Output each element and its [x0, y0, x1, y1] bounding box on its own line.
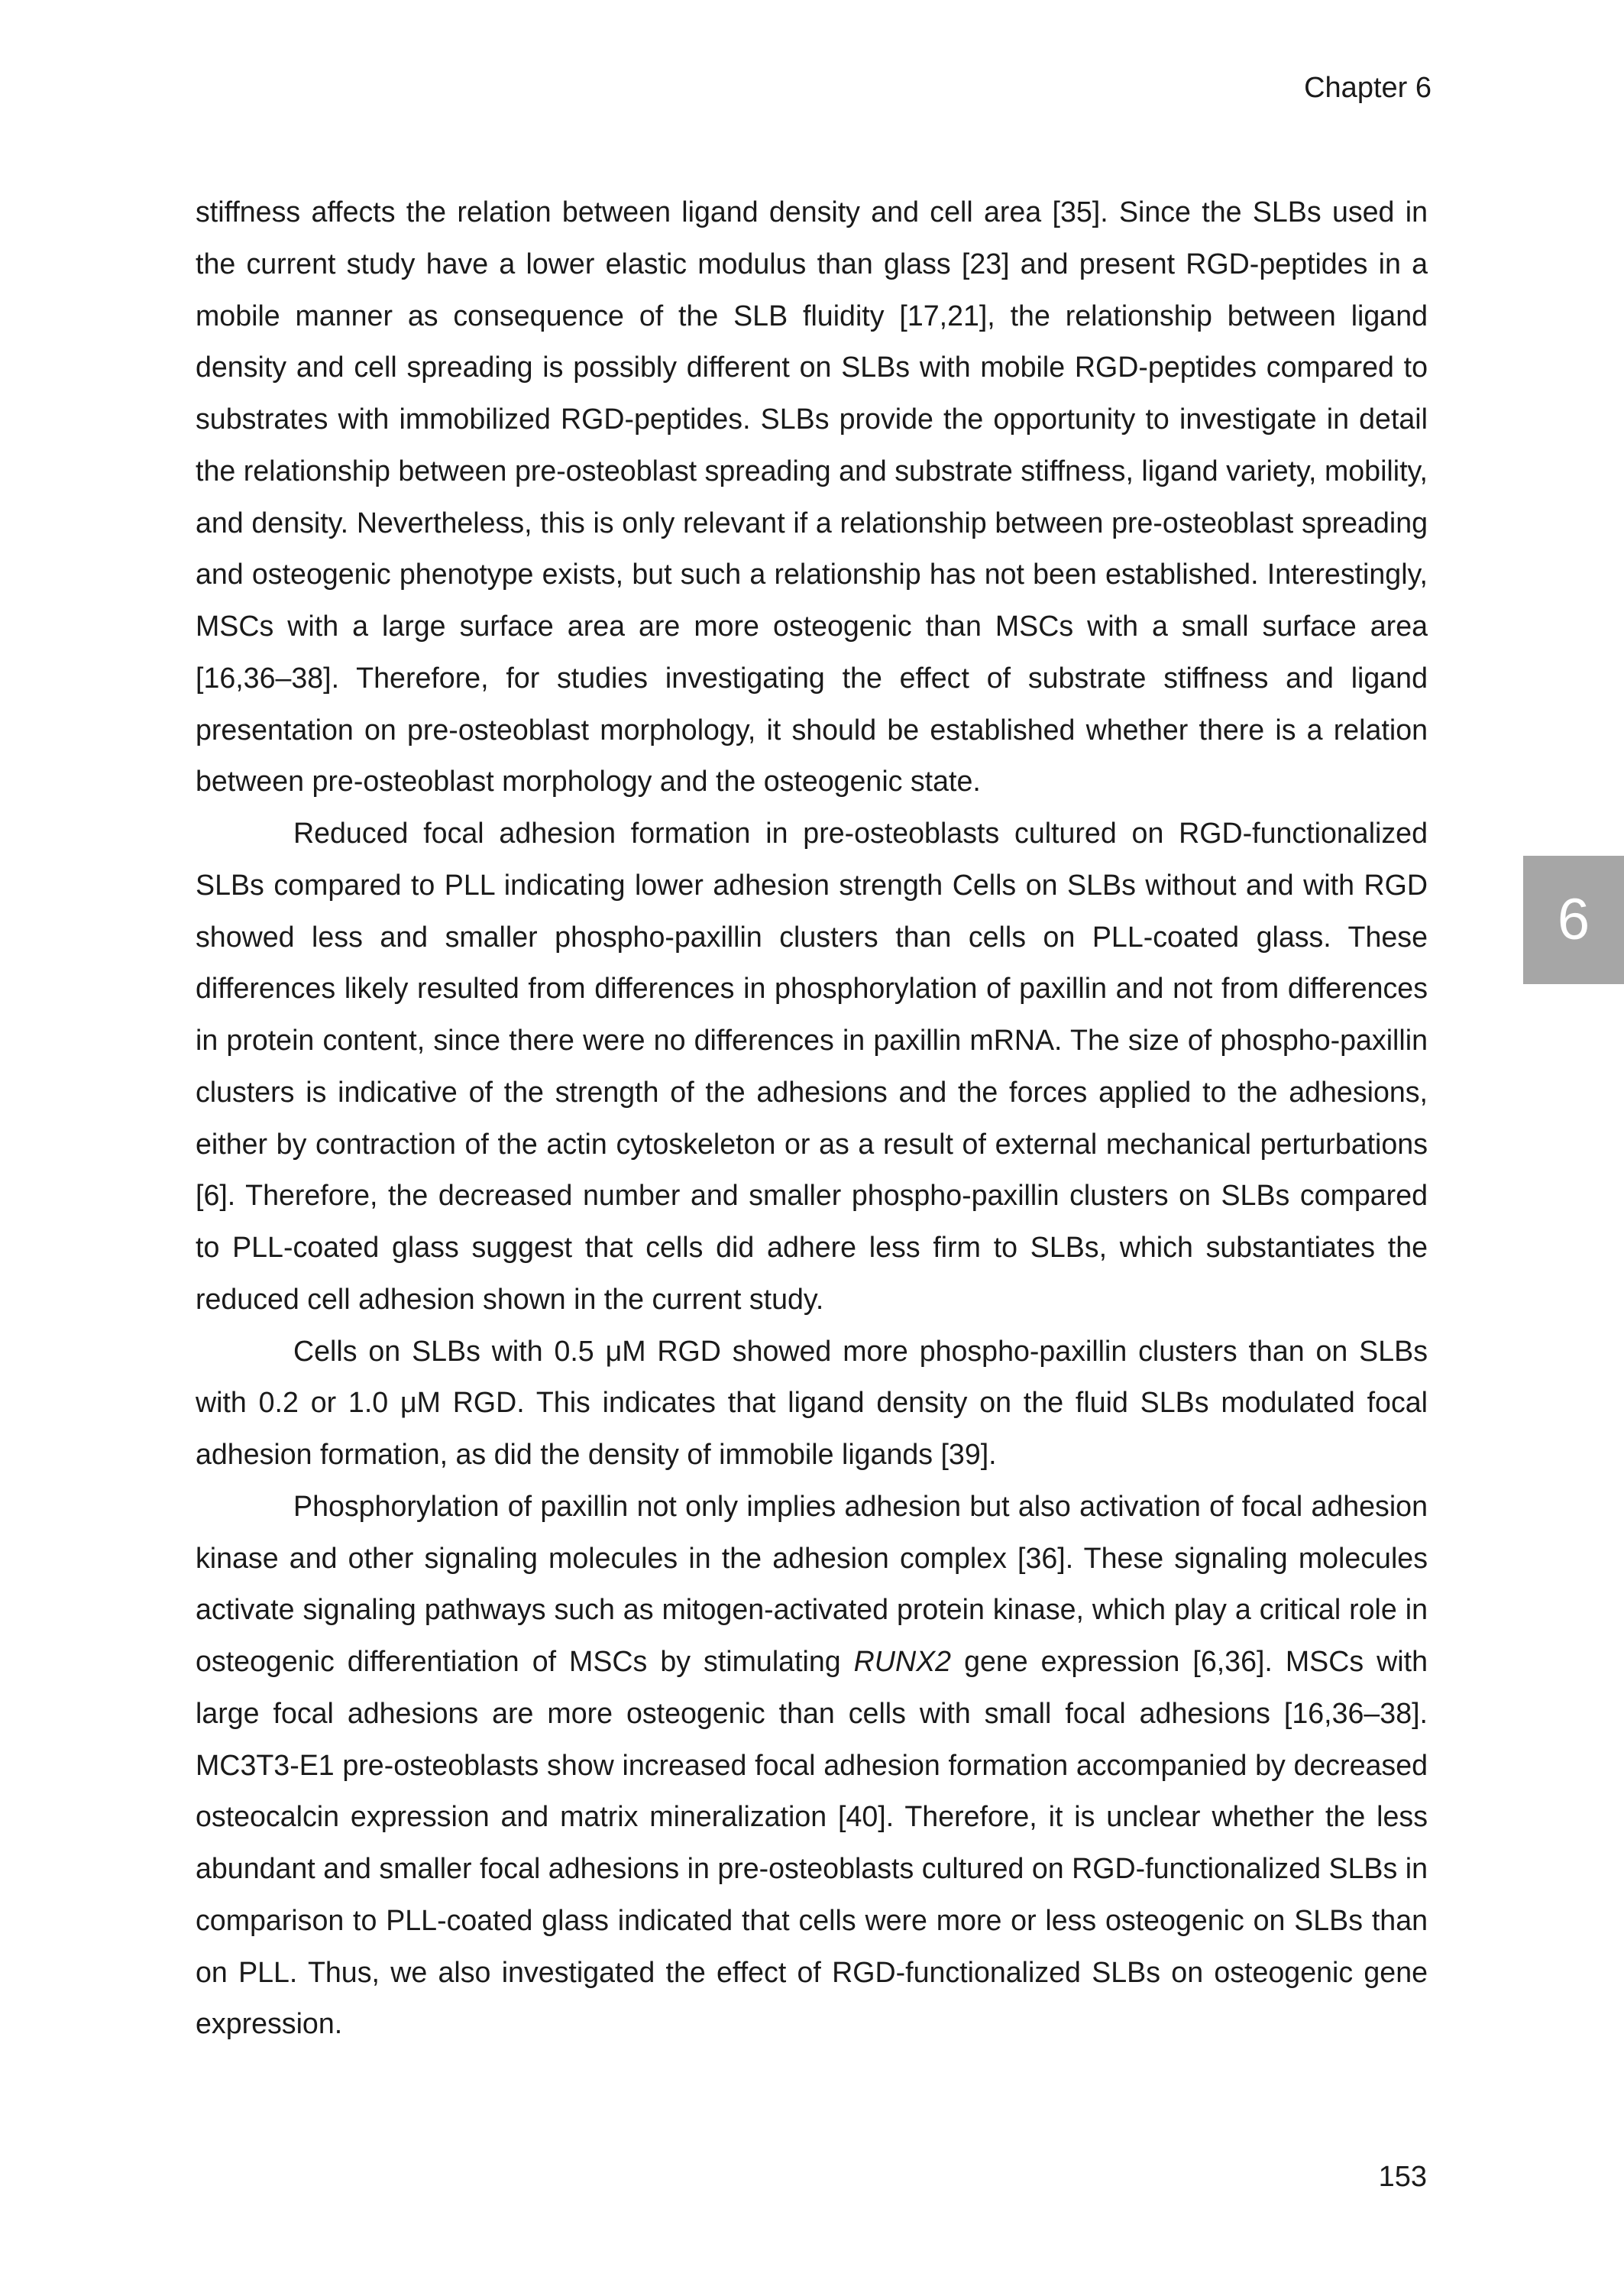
body-text: [196, 186, 1428, 2050]
chapter-tab: 6: [1523, 856, 1624, 984]
paragraph-3: Cells on SLBs with 0.5 μM RGD showed more phospho-paxillin clusters than on SLBs with 0.2 or 1.0 μM RGD. This indicates that ligand density on the fluid SLBs modulated focal adhesion formation, as did the density of immobile ligands [39].: [196, 1334, 1428, 1470]
running-header: Chapter 6: [1304, 72, 1432, 104]
page-number: 153: [1378, 2161, 1427, 2193]
paragraph-1: stiffness affects the relation between ligand density and cell area [35]. Since the SLBs used in the current study have a lower elastic modulus than glass [23] and present RGD-peptides in a mobile manner as consequence of the SLB fluidity [17,21], the relationship between ligand density and cell spreading is possibly different on SLBs with mobile RGD-peptides compared to substrates with immobilized RGD-peptides. SLBs provide the opportunity to investigate in detail the relationship between pre-osteoblast spreading and substrate stiffness, ligand variety, mobility, and density. Nevertheless, this is only relevant if a relationship between pre-osteoblast spreading and osteogenic phenotype exists, but such a relationship has not been established. Interestingly, MSCs with a large surface area are more osteogenic than MSCs with a small surface area [16,36–38]. Therefore, for studies investigating the effect of substrate stiffness and ligand presentation on pre-osteoblast morphology, it should be established whether there is a relation between pre-osteoblast morphology and the osteogenic state.: [196, 196, 1428, 798]
paragraph-4-text-end: gene expression [6,36]. MSCs with large focal adhesions are more osteogenic than cells with small focal adhesions [16,36–38]. MC3T3-E1 pre-osteoblasts show increased focal adhesion formation accompanied by decreased osteocalcin expression and matrix mineralization [40]. Therefore, it is unclear whether the less abundant and smaller focal adhesions in pre-osteoblasts cultured on RGD-functionalized SLBs in comparison to PLL-coated glass indicated that cells were more or less osteogenic on SLBs than on PLL. Thus, we also investigated the effect of RGD-functionalized SLBs on osteogenic gene expression.: [196, 1645, 1428, 2040]
gene-name: RUNX2: [853, 1645, 952, 1677]
paragraph-4-text-start: Phosphorylation of paxillin not only implies adhesion but also activation of focal adhesion kinase and other signaling molecules in the adhesion complex [36]. These signaling molecules activate signaling pathways such as mitogen-activated protein kinase, which play a critical role in osteogenic differentiation of MSCs by stimulating: [196, 1489, 1428, 1677]
paragraph-4: [196, 1481, 1428, 2050]
paragraph-2: Reduced focal adhesion formation in pre-osteoblasts cultured on RGD-functionalized SLBs compared to PLL indicating lower adhesion strength Cells on SLBs without and with RGD showed less and smaller phospho-paxillin clusters than cells on PLL-coated glass. These differences likely resulted from differences in phosphorylation of paxillin and not from differences in protein content, since there were no differences in paxillin mRNA. The size of phospho-paxillin clusters is indicative of the strength of the adhesions and the forces applied to the adhesions, either by contraction of the actin cytoskeleton or as a result of external mechanical perturbations [6]. Therefore, the decreased number and smaller phospho-paxillin clusters on SLBs compared to PLL-coated glass suggest that cells did adhere less firm to SLBs, which substantiates the reduced cell adhesion shown in the current study.: [196, 817, 1428, 1315]
